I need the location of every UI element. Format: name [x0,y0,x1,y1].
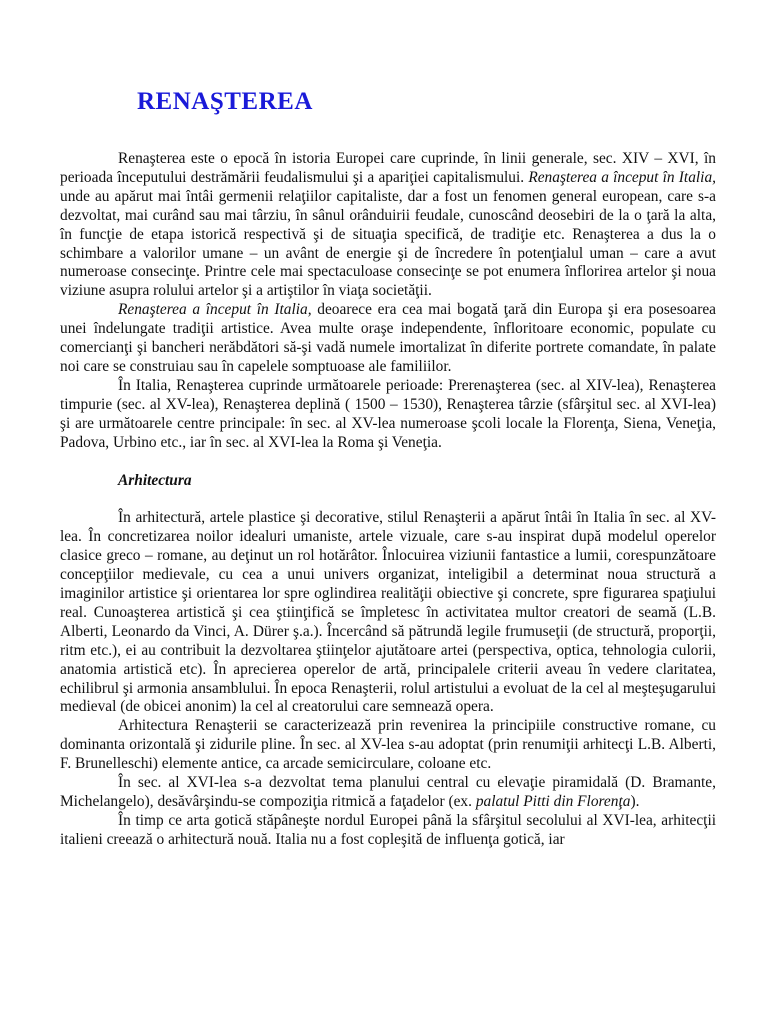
emphasis-text: Renaşterea a început în Italia, [118,301,312,319]
document-body [60,150,716,850]
paragraph: Renaşterea a început în Italia, deoarece era cea mai bogată ţară din Europa şi era posesoarea unei îndelungate tradiţii artistice. Avea multe oraşe independente, înfloritoare economic, populate cu comercianţi şi bancheri nerăbdători să-şi vadă numele imortalizat în diferite portrete comandate, în palate noi care se construiau sau în capelele somptuoase ale familiilor. [60,301,716,375]
paragraph: În timp ce arta gotică stăpâneşte nordul Europei până la sfârşitul secolului al XVI-lea, arhitecţii italieni creează o arhitectură nouă. Italia nu a fost copleşită de influenţa gotică, iar [60,811,716,848]
paragraph: În sec. al XVI-lea s-a dezvoltat tema planului central cu elevaţie piramidală (D. Bramante, Michelangelo), desăvârşindu-se compoziţia ritmică a faţadelor (ex. palatul Pitti din Florenţa). [60,774,716,810]
section-heading: Arhitectura [118,471,192,489]
paragraph: Renaşterea este o epocă în istoria Europei care cuprinde, în linii generale, sec. XIV – XVI, în perioada începutului destrămării feudalismului şi a apariţiei capitalismului. Renaşterea a început în Italia, unde au apărut mai întâi germenii relaţiilor capitaliste, dar a fost un fenomen general european, care s-a dezvoltat, mai curând sau mai târziu, în sânul orânduirii feudale, cunoscând deosebiri de la o ţară la alta, în funcţie de etapa istorică respectivă şi de situaţia specifică, de tradiţie etc. Renaşterea a dus la o schimbare a valorilor umane – un avânt de energie şi de încredere în potenţialul uman – care a avut numeroase consecinţe. Printre cele mai spectaculoase consecinţe se pot enumera înflorirea artelor şi noua viziune asupra rolului artelor şi a artiştilor în viaţa societăţii. [60,150,716,300]
paragraph: Arhitectura Renaşterii se caracterizează prin revenirea la principiile constructive romane, cu dominanta orizontală şi zidurile pline. În sec. al XV-lea s-au adoptat (prin renumiţii arhitecţi L.B. Alberti, F. Brunelleschi) elemente antice, ca arcade semicirculare, coloane etc. [60,717,716,773]
paragraph: În Italia, Renaşterea cuprinde următoarele perioade: Prerenaşterea (sec. al XIV-lea), Renaşterea timpurie (sec. al XV-lea), Renaşterea deplină ( 1500 – 1530), Renaşterea târzie (sfârşitul sec. al XVI-lea) şi are următoarele centre principale: în sec. al XV-lea numeroase şcoli locale la Florenţa, Siena, Veneţia, Padova, Urbino etc., iar în sec. al XVI-lea la Roma şi Veneţia. [60,376,716,451]
emphasis-text: palatul Pitti din Florenţa [475,793,631,810]
paragraph: În arhitectură, artele plastice şi decorative, stilul Renaşterii a apărut întâi în Italia în sec. al XV-lea. În concretizarea noilor idealuri umaniste, artele vizuale, care s-au inspirat după modelul operelor clasice greco – romane, au deţinut un rol hotărâtor. Înlocuirea viziunii fantastice a lumii, corespunzătoare concepţiilor medievale, cu cea a unui univers organizat, inteligibil a determinat noua structură a imaginilor artistice şi orientarea lor spre oglindirea realităţii obiective şi concrete, spre figurarea spaţiului real. Cunoaşterea artistică şi cea ştiinţifică se împletesc în activitatea multor creatori de seamă (L.B. Alberti, Leonardo da Vinci, A. Dürer ş.a.). Încercând să pătrundă legile frumuseţii (de structură, proporţii, ritm etc.), ei au contribuit la dezvoltarea ştiinţelor ajutătoare artei (perspectiva, optica, tehnologia culorii, anatomia artistică etc). În aprecierea operelor de artă, principalele criterii aveau în vedere claritatea, echilibrul şi armonia ansamblului. În epoca Renaşterii, rolul artistului a evoluat de la cel al meşteşugarului medieval (de obicei anonim) la cel al creatorului care semnează opera. [60,509,716,716]
emphasis-text: Renaşterea a început în Italia, [528,168,716,186]
page-title: RENAŞTEREA [137,88,313,115]
